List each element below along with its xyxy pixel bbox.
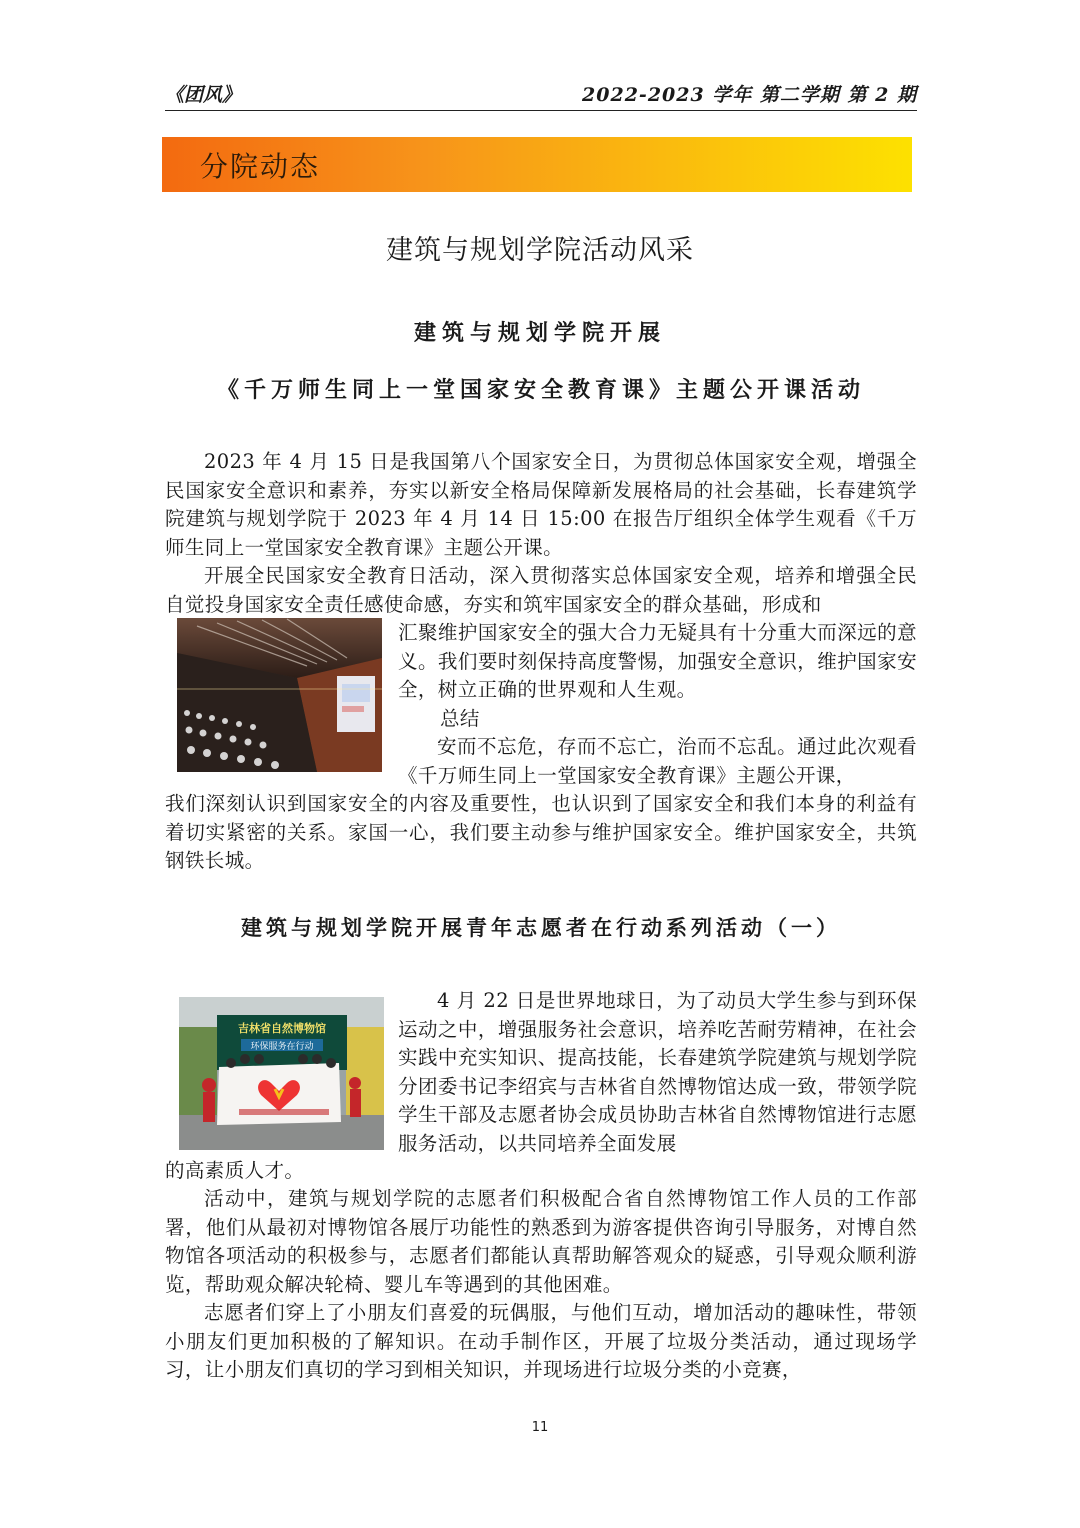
article1-title-line1: 建筑与规划学院开展: [413, 321, 666, 346]
volunteer-group-photo: [179, 997, 384, 1150]
page-header: [165, 80, 917, 111]
article1-paragraph-1: 2023 年 4 月 15 日是我国第八个国家安全日，为贯彻总体国家安全观，增强全民国家安全意识和素养，夯实以新安全格局保障新发展格局的社会基础，长春建筑学院建筑与规划学院于 2023 年 4 月 14 日 15:00 在报告厅组织全体学生观看《千万师生同上一堂国家安全教育课》主题公开课。: [165, 450, 917, 559]
photo-banner-line1: 吉林省自然博物馆: [238, 1022, 326, 1035]
article2-paragraph-1-wrap: 4 月 22 日是世界地球日，为了动员大学生参与到环保运动之中，增强服务社会意识，培养吃苦耐劳精神，在社会实践中充实知识、提高技能，长春建筑学院建筑与规划学院分团委书记李绍宾与吉林省自然博物馆达成一致，带领学院学生干部及志愿者协会成员协助吉林省自然博物馆进行志愿服务活动，以共同培养全面发展: [398, 989, 917, 1155]
article2-paragraph-3: 志愿者们穿上了小朋友们喜爱的玩偶服，与他们互动，增加活动的趣味性，带领小朋友们更加积极的了解知识。在动手制作区，开展了垃圾分类活动，通过现场学习，让小朋友们真切的学习到相关知识，并现场进行垃圾分类的小竞赛，: [165, 1301, 917, 1382]
issue-info: 2022-2023 学年 第二学期 第 2 期: [582, 84, 917, 106]
page-title: 建筑与规划学院活动风采: [386, 235, 694, 266]
article1-paragraph-3: 我们深刻认识到国家安全的内容及重要性，也认识到了国家安全和我们本身的利益有着切实紧密的关系。家国一心，我们要主动参与维护国家安全。维护国家安全，共筑钢铁长城。: [165, 792, 917, 873]
article1-paragraph-2: 开展全民国家安全教育日活动，深入贯彻落实总体国家安全观，培养和增强全民自觉投身国家安全责任感使命感，夯实和筑牢国家安全的群众基础，形成和: [165, 564, 917, 616]
section-title: 分院动态: [200, 150, 321, 183]
lecture-hall-photo: [177, 618, 382, 772]
section-banner: [162, 137, 912, 192]
article1-paragraph-2-wrap: 汇聚维护国家安全的强大合力无疑具有十分重大而深远的意义。我们要时刻保持高度警惕，加强安全意识，维护国家安全，树立正确的世界观和人生观。: [398, 621, 917, 702]
page-number: 11: [531, 1420, 549, 1435]
photo-banner-line2: 环保服务在行动: [250, 1042, 314, 1052]
article2-paragraph-2: 活动中，建筑与规划学院的志愿者们积极配合省自然博物馆工作人员的工作部署，他们从最初对博物馆各展厅功能性的熟悉到为游客提供咨询引导服务，对博自然物馆各项活动的积极参与，志愿者们都能认真帮助解答观众的疑惑，引导观众顺利游览，帮助观众解决轮椅、婴儿车等遇到的其他困难。: [165, 1187, 917, 1296]
article2-paragraph-1: 的高素质人才。: [165, 1159, 305, 1182]
article1-paragraph-3-wrap: 安而不忘危，存而不忘亡，治而不忘乱。通过此次观看《千万师生同上一堂国家安全教育课》主题公开课，: [398, 735, 917, 787]
article2-title: 建筑与规划学院开展青年志愿者在行动系列活动（一）: [241, 916, 841, 940]
journal-name: 《团风》: [165, 84, 242, 106]
article1-title-line2: 《千万师生同上一堂国家安全教育课》主题公开课活动: [216, 378, 865, 403]
summary-label: 总结: [440, 707, 480, 730]
